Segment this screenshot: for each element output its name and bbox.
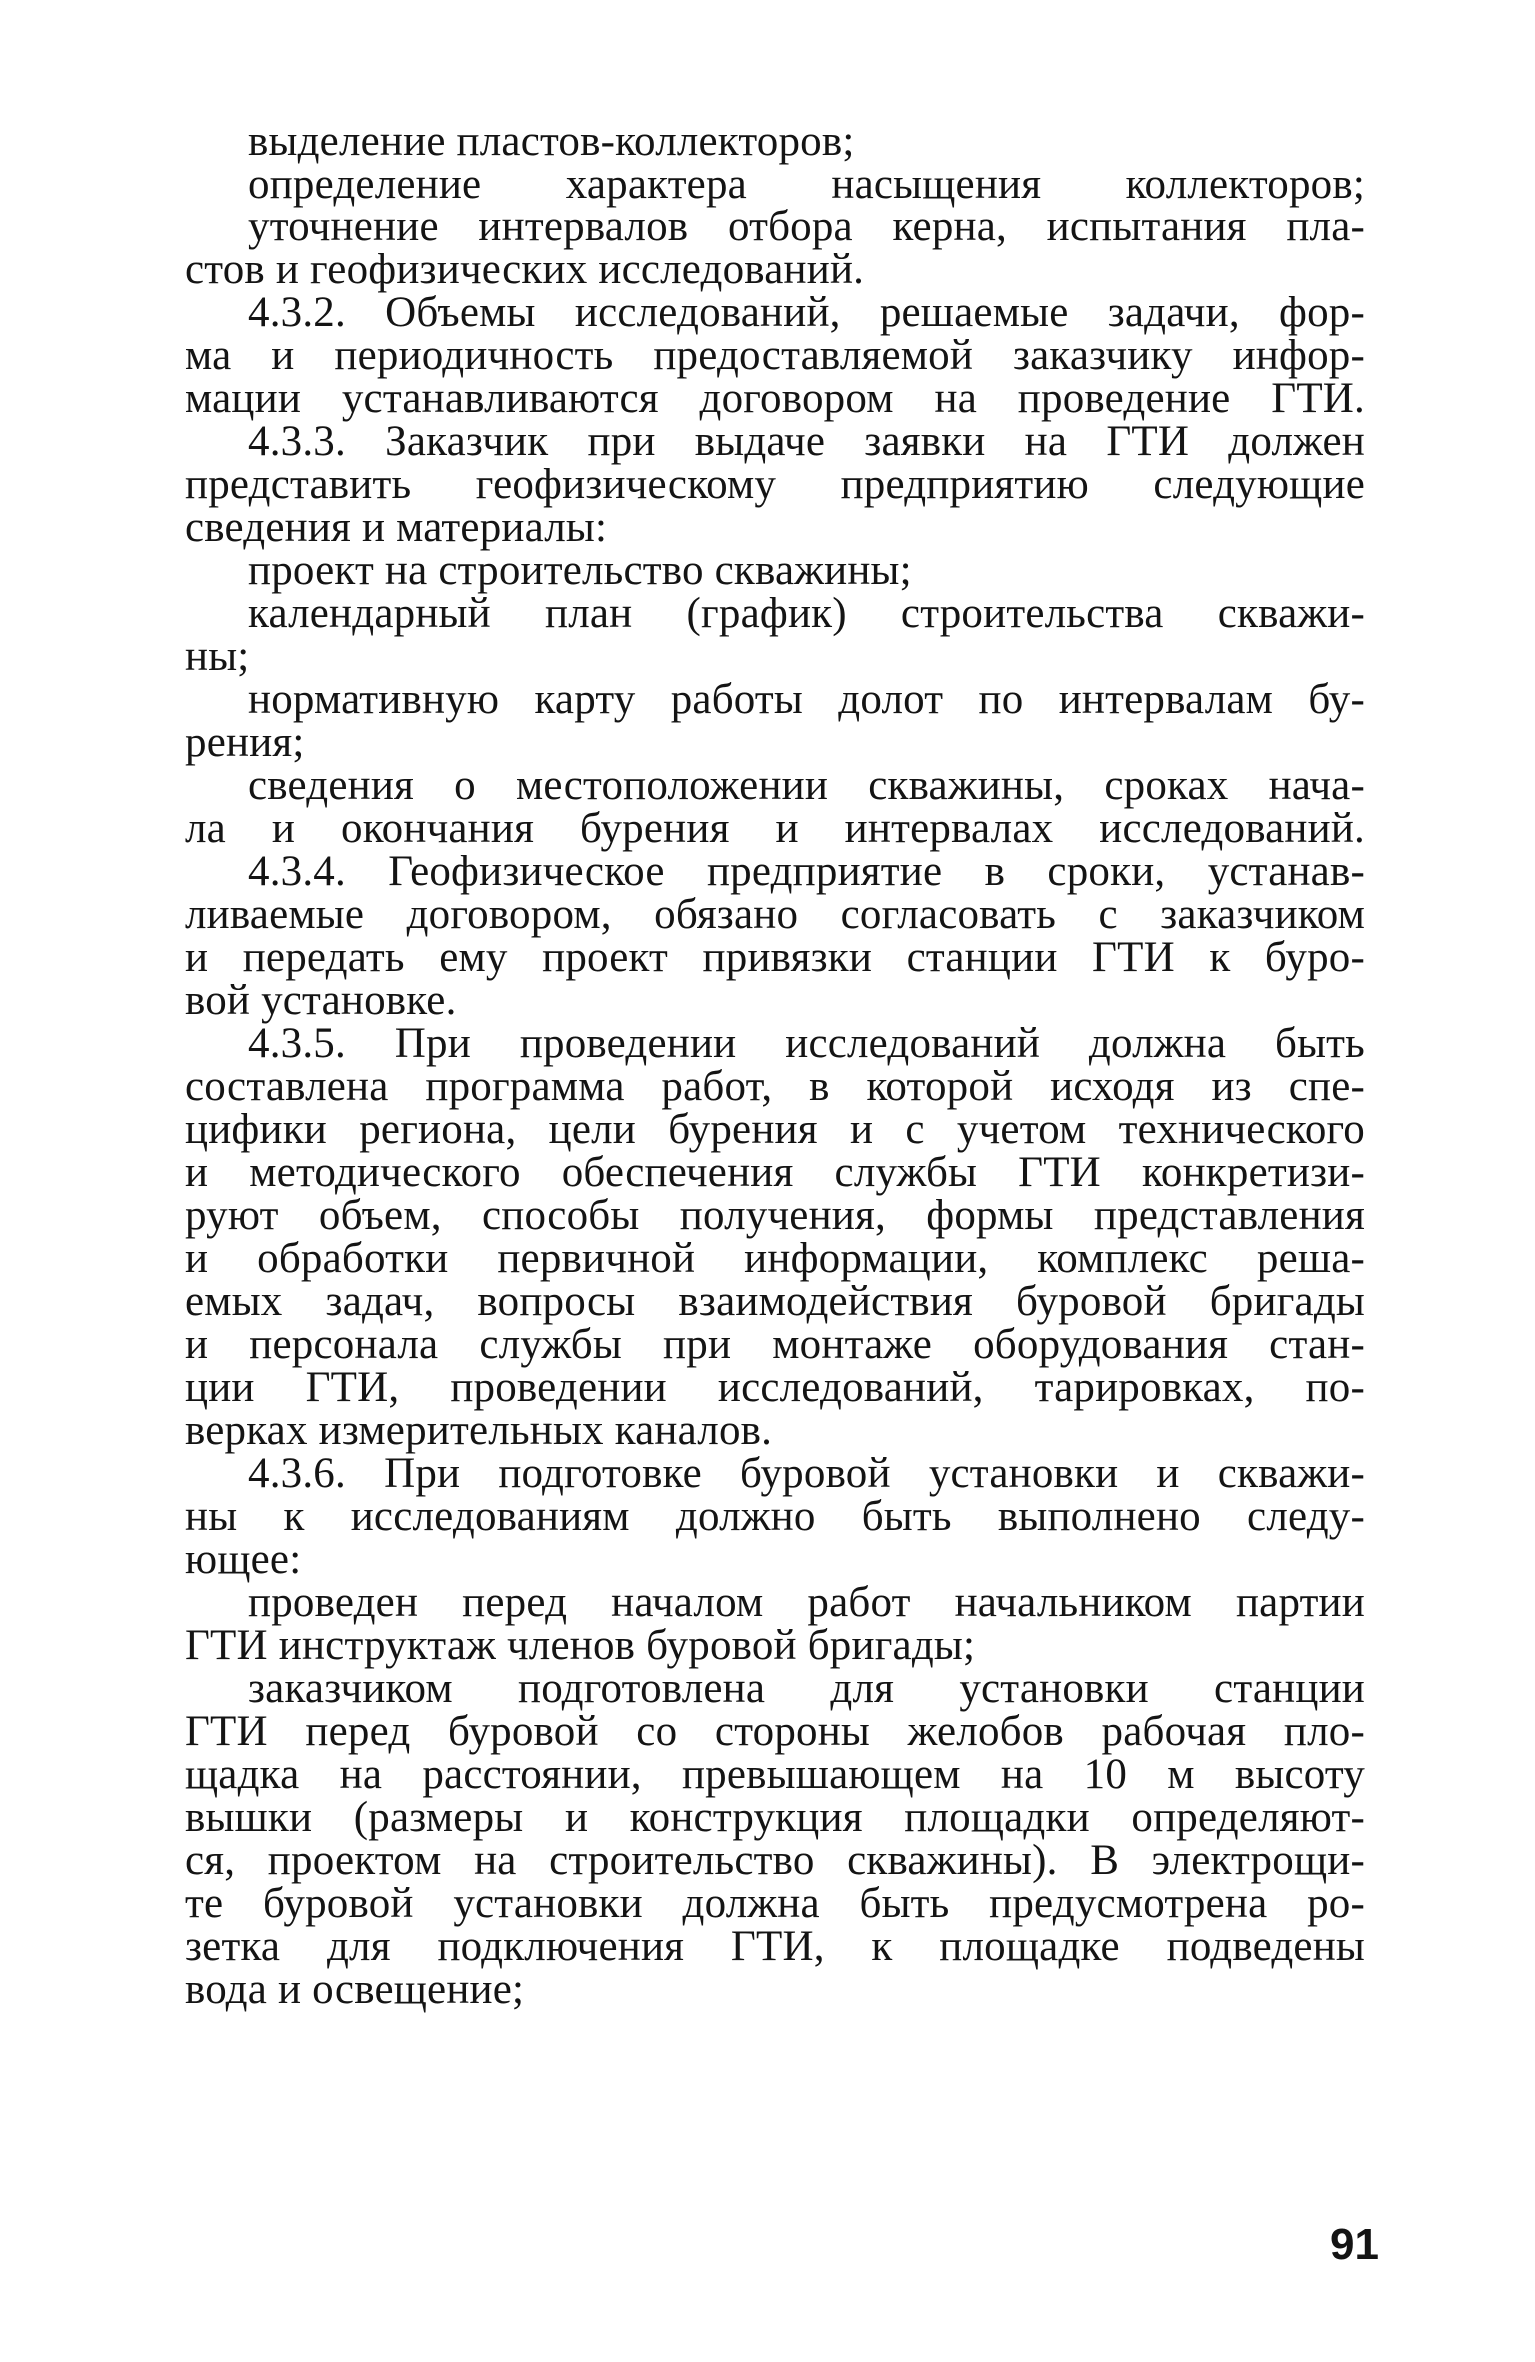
text-line: рения; — [185, 719, 305, 766]
page-number: 91 — [1330, 2220, 1379, 2269]
text-line: руют объем, способы получения, формы представления — [185, 1192, 1365, 1239]
text-line: зетка для подключения ГТИ, к площадке подведены — [185, 1923, 1365, 1970]
text-line: календарный план (график) строительства скважи- — [248, 590, 1365, 637]
text-line: представить геофизическому предприятию следующие — [185, 461, 1365, 508]
text-line: составлена программа работ, в которой исходя из спе- — [185, 1063, 1365, 1110]
text-line: вой установке. — [185, 977, 457, 1024]
text-line: 4.3.2. Объемы исследований, решаемые задачи, фор- — [248, 289, 1365, 336]
text-line: нормативную карту работы долот по интервалам бу- — [248, 676, 1365, 723]
text-line: и передать ему проект привязки станции ГТИ к буро- — [185, 934, 1365, 981]
text-line: уточнение интервалов отбора керна, испытания пла- — [248, 203, 1365, 250]
text-line: 4.3.5. При проведении исследований должна быть — [248, 1020, 1365, 1067]
text-line: определение характера насыщения коллекторов; — [248, 161, 1365, 208]
text-line: и методического обеспечения службы ГТИ конкретизи- — [185, 1149, 1365, 1196]
text-line: и обработки первичной информации, комплекс реша- — [185, 1235, 1365, 1282]
text-line: заказчиком подготовлена для установки станции — [248, 1665, 1365, 1712]
text-line: ма и периодичность предоставляемой заказчику инфор- — [185, 332, 1365, 379]
text-line: 4.3.4. Геофизическое предприятие в сроки, устанав- — [248, 848, 1365, 895]
text-line: емых задач, вопросы взаимодействия буровой бригады — [185, 1278, 1365, 1325]
text-line: ны; — [185, 633, 250, 680]
text-line: вышки (размеры и конструкция площадки определяют- — [185, 1794, 1365, 1841]
text-line: ливаемые договором, обязано согласовать с заказчиком — [185, 891, 1365, 938]
text-line: 4.3.6. При подготовке буровой установки и скважи- — [248, 1450, 1365, 1497]
text-line: вода и освещение; — [185, 1966, 525, 2013]
text-line: ны к исследованиям должно быть выполнено следу- — [185, 1493, 1365, 1540]
text-line: сведения о местоположении скважины, сроках нача- — [248, 762, 1365, 809]
text-line: проект на строительство скважины; — [248, 547, 912, 594]
text-line: и персонала службы при монтаже оборудования стан- — [185, 1321, 1365, 1368]
text-line: ции ГТИ, проведении исследований, тарировках, по- — [185, 1364, 1365, 1411]
text-line: ся, проектом на строительство скважины). В электрощи- — [185, 1837, 1365, 1884]
text-line: стов и геофизических исследований. — [185, 246, 865, 293]
text-line: ГТИ инструктаж членов буровой бригады; — [185, 1622, 976, 1669]
text-line: щадка на расстоянии, превышающем на 10 м высоту — [185, 1751, 1365, 1798]
text-line: выделение пластов-коллекторов; — [248, 118, 855, 165]
text-line: цифики региона, цели бурения и с учетом технического — [185, 1106, 1365, 1153]
text-line: проведен перед началом работ начальником партии — [248, 1579, 1365, 1626]
text-line: сведения и материалы: — [185, 504, 608, 551]
text-line: 4.3.3. Заказчик при выдаче заявки на ГТИ должен — [248, 418, 1365, 465]
text-line: верках измерительных каналов. — [185, 1407, 773, 1454]
text-line: ГТИ перед буровой со стороны желобов рабочая пло- — [185, 1708, 1365, 1755]
text-line: ющее: — [185, 1536, 302, 1583]
text-line: мации устанавливаются договором на проведение ГТИ. — [185, 375, 1365, 422]
text-line: те буровой установки должна быть предусмотрена ро- — [185, 1880, 1365, 1927]
text-line: ла и окончания бурения и интервалах исследований. — [185, 805, 1365, 852]
